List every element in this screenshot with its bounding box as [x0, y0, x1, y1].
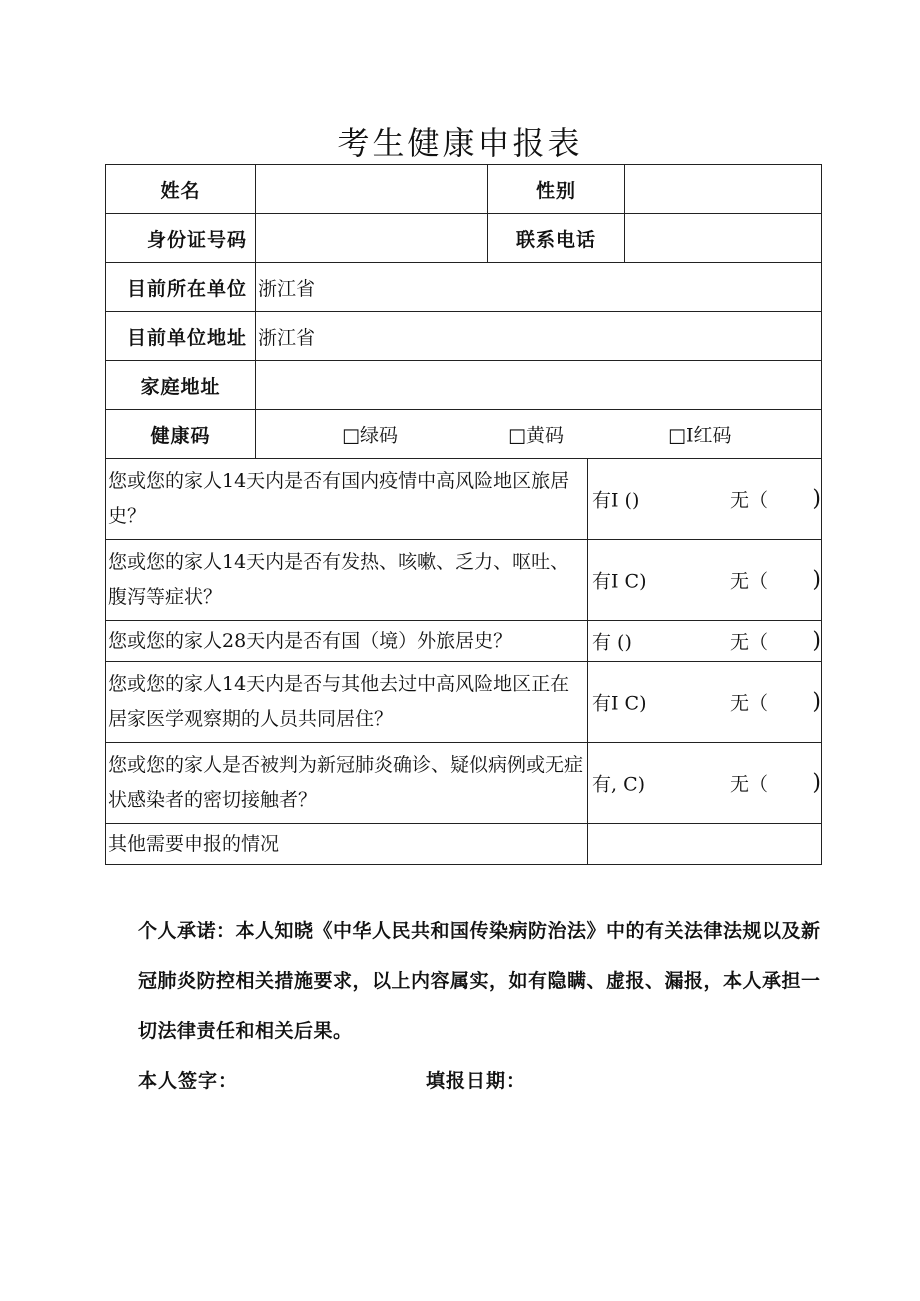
answer-no[interactable]: 无（	[730, 692, 769, 715]
answer-close: )	[812, 486, 822, 512]
health-declaration-table	[105, 164, 822, 865]
home-address-label: 家庭地址	[106, 361, 256, 410]
id-number-label: 身份证号码	[106, 214, 256, 263]
current-unit-field[interactable]: 浙江省	[256, 263, 822, 312]
answer-no[interactable]: 无（	[730, 773, 769, 796]
answer-yes[interactable]: 有 ()	[592, 631, 632, 654]
answer-close: )	[812, 770, 822, 796]
answer-yes[interactable]: 有I C)	[592, 692, 647, 715]
personal-commitment: 个人承诺：本人知晓《中华人民共和国传染病防治法》中的有关法律法规以及新冠肺炎防控相关措施要求，以上内容属实，如有隐瞒、虚报、漏报，本人承担一切法律责任和相关后果。	[138, 920, 821, 1042]
phone-label: 联系电话	[488, 214, 625, 263]
health-code-label: 健康码	[106, 410, 256, 459]
answer-yes[interactable]: 有I C)	[592, 570, 647, 593]
question-3: 您或您的家人28天内是否有国（境）外旅居史？	[106, 621, 588, 662]
date-label: 填报日期：	[426, 1070, 527, 1092]
question-1: 您或您的家人14天内是否有国内疫情中高风险地区旅居史？	[106, 459, 588, 540]
unit-address-label: 目前单位地址	[106, 312, 256, 361]
home-address-field[interactable]	[256, 361, 822, 410]
other-situation-field[interactable]	[588, 824, 822, 865]
other-situation-label: 其他需要申报的情况	[106, 824, 588, 865]
id-number-field[interactable]	[256, 214, 488, 263]
answer-4[interactable]	[588, 662, 822, 743]
form-title: 考生健康申报表	[337, 124, 583, 162]
answer-2[interactable]	[588, 540, 822, 621]
signature-label: 本人签字：	[138, 1070, 239, 1092]
answer-3[interactable]	[588, 621, 822, 662]
question-4: 您或您的家人14天内是否与其他去过中高风险地区正在居家医学观察期的人员共同居住？	[106, 662, 588, 743]
answer-1[interactable]	[588, 459, 822, 540]
green-code-option[interactable]: □绿码	[342, 424, 398, 447]
name-field[interactable]	[256, 165, 488, 214]
answer-no[interactable]: 无（	[730, 631, 769, 654]
unit-address-field[interactable]: 浙江省	[256, 312, 822, 361]
question-2: 您或您的家人14天内是否有发热、咳嗽、乏力、呕吐、腹泻等症状？	[106, 540, 588, 621]
gender-field[interactable]	[625, 165, 822, 214]
answer-yes[interactable]: 有, C)	[592, 773, 646, 796]
gender-label: 性别	[488, 165, 625, 214]
answer-close: )	[812, 567, 822, 593]
name-label: 姓名	[106, 165, 256, 214]
answer-no[interactable]: 无（	[730, 570, 769, 593]
answer-close: )	[812, 628, 822, 654]
answer-yes[interactable]: 有I ()	[592, 489, 640, 512]
answer-5[interactable]	[588, 743, 822, 824]
yellow-code-option[interactable]: □黄码	[508, 424, 564, 447]
answer-close: )	[812, 689, 822, 715]
red-code-option[interactable]: □I红码	[668, 424, 732, 447]
current-unit-label: 目前所在单位	[106, 263, 256, 312]
answer-no[interactable]: 无（	[730, 489, 769, 512]
phone-field[interactable]	[625, 214, 822, 263]
health-code-options	[256, 410, 822, 459]
question-5: 您或您的家人是否被判为新冠肺炎确诊、疑似病例或无症状感染者的密切接触者？	[106, 743, 588, 824]
